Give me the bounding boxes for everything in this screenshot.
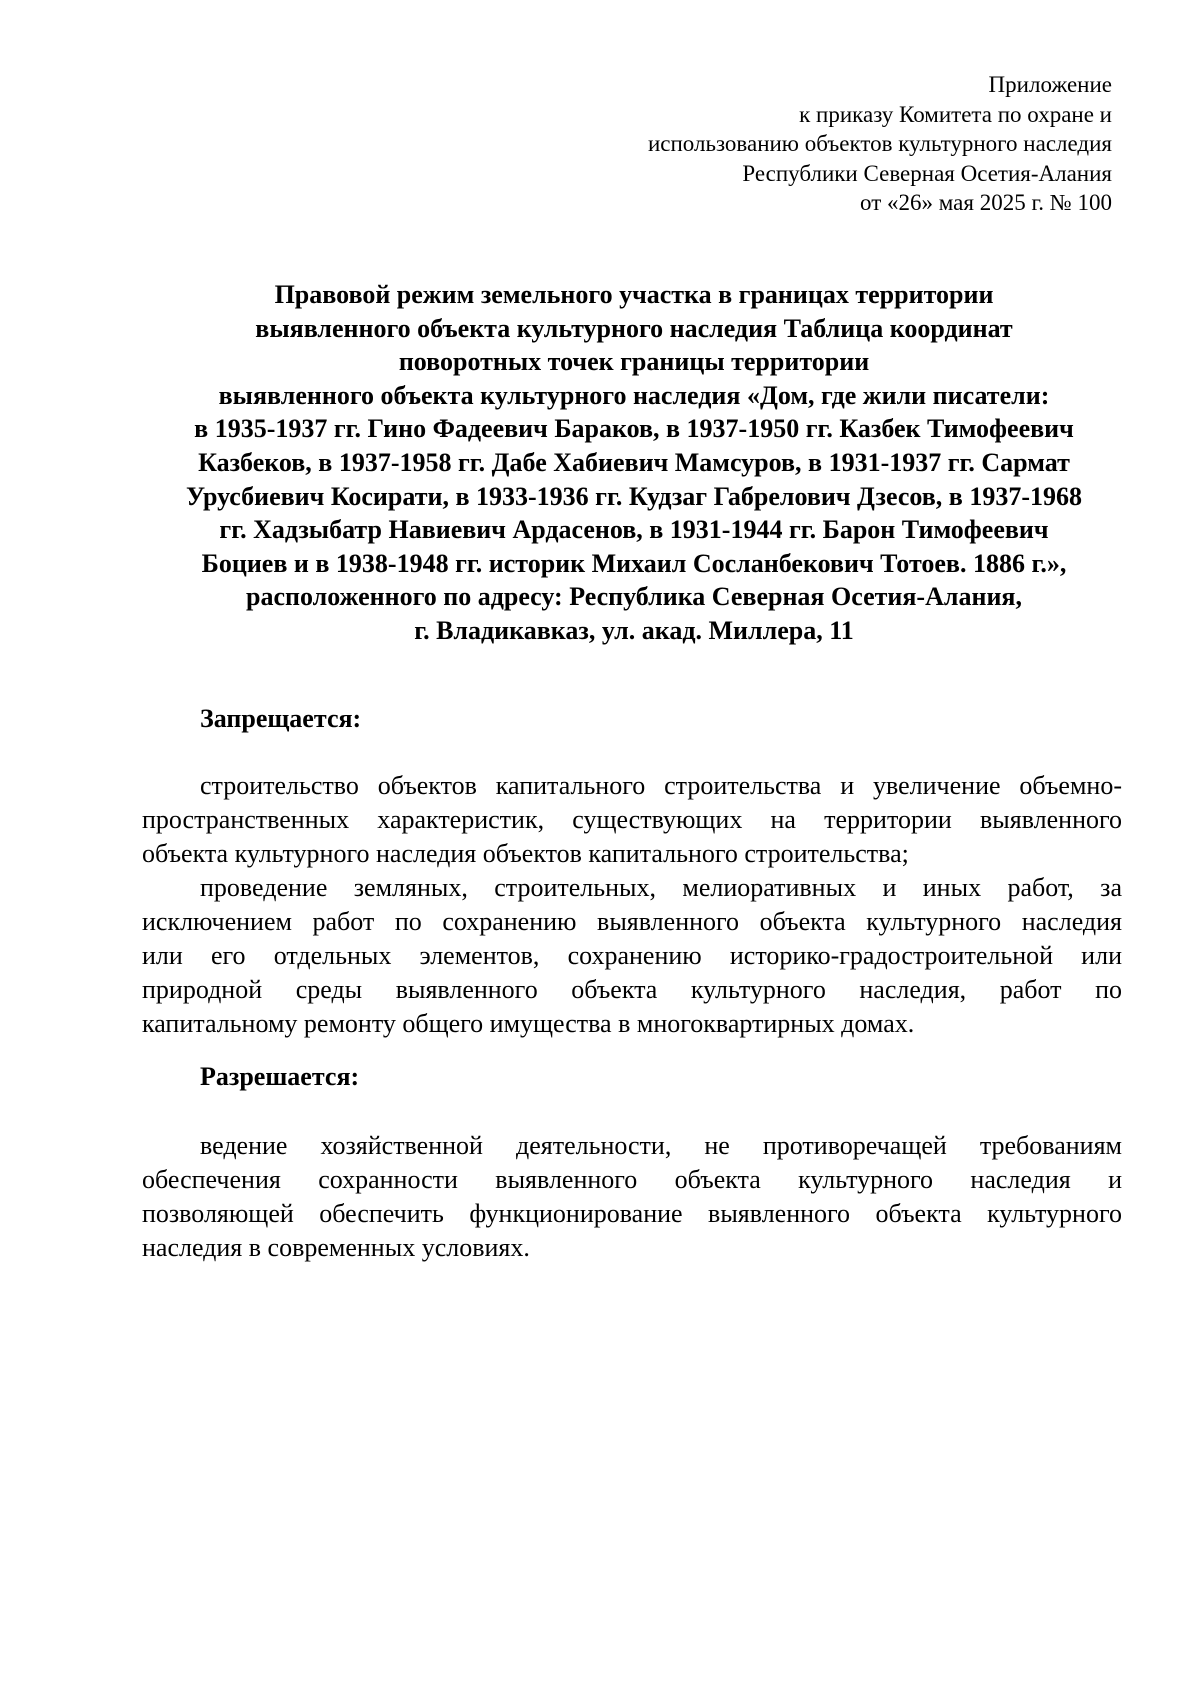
allowed-section [142,1129,1122,1265]
appendix-line: Республики Северная Осетия-Алания [742,160,1112,186]
forbidden-heading: Запрещается: [200,704,362,733]
appendix-line: использованию объектов культурного наследия [647,131,1112,156]
allowed-line: наследия в современных условиях. [142,1233,530,1262]
forbidden-line: капитальному ремонту общего имущества в многоквартирных домах. [142,1009,915,1038]
forbidden-line: объекта культурного наследия объектов капитального строительства; [142,839,909,868]
title-line: выявленного объекта культурного наследия Таблица координат [255,313,1013,343]
forbidden-line: исключением работ по сохранению выявленного объекта культурного наследия [142,907,1122,936]
title-line: Урусбиевич Косирати, в 1933-1936 гг. Кудзаг Габрелович Дзесов, в 1937-1968 [186,481,1082,511]
title-line: гг. Хадзыбатр Навиевич Ардасенов, в 1931-1944 гг. Барон Тимофеевич [219,515,1049,545]
title-line: поворотных точек границы территории [398,347,870,377]
allowed-heading: Разрешается: [200,1062,360,1091]
forbidden-section [142,769,1122,1041]
title-line: Казбеков, в 1937-1958 гг. Дабе Хабиевич Мамсуров, в 1931-1937 гг. Сармат [198,447,1070,477]
forbidden-line: или его отдельных элементов, сохранению историко-градостроительной или [142,941,1122,970]
appendix-line: к приказу Комитета по охране и [799,101,1112,127]
title-line: г. Владикавказ, ул. акад. Миллера, 11 [414,615,854,645]
title-line: Правовой режим земельного участка в границах территории [274,280,994,309]
allowed-line: обеспечения сохранности выявленного объекта культурного наследия и [142,1165,1122,1194]
document-title [140,278,1128,648]
appendix-line: Приложение [988,72,1112,97]
title-line: выявленного объекта культурного наследия «Дом, где жили писатели: [218,380,1050,410]
title-line: Боциев и в 1938-1948 гг. историк Михаил Сосланбекович Тотоев. 1886 г.», [201,548,1067,578]
appendix-header [412,70,1112,218]
forbidden-line: пространственных характеристик, существующих на территории выявленного [142,805,1122,834]
appendix-line: от «26» мая 2025 г. № 100 [860,190,1112,215]
forbidden-line: природной среды выявленного объекта культурного наследия, работ по [142,975,1122,1004]
title-line: расположенного по адресу: Республика Северная Осетия-Алания, [245,582,1022,612]
title-line: в 1935-1937 гг. Гино Фадеевич Бараков, в 1937-1950 гг. Казбек Тимофеевич [194,414,1074,444]
forbidden-line: строительство объектов капитального строительства и увеличение объемно- [200,771,1122,800]
allowed-line: ведение хозяйственной деятельности, не противоречащей требованиям [200,1131,1122,1160]
allowed-line: позволяющей обеспечить функционирование выявленного объекта культурного [142,1199,1122,1228]
forbidden-line: проведение земляных, строительных, мелиоративных и иных работ, за [200,873,1122,902]
